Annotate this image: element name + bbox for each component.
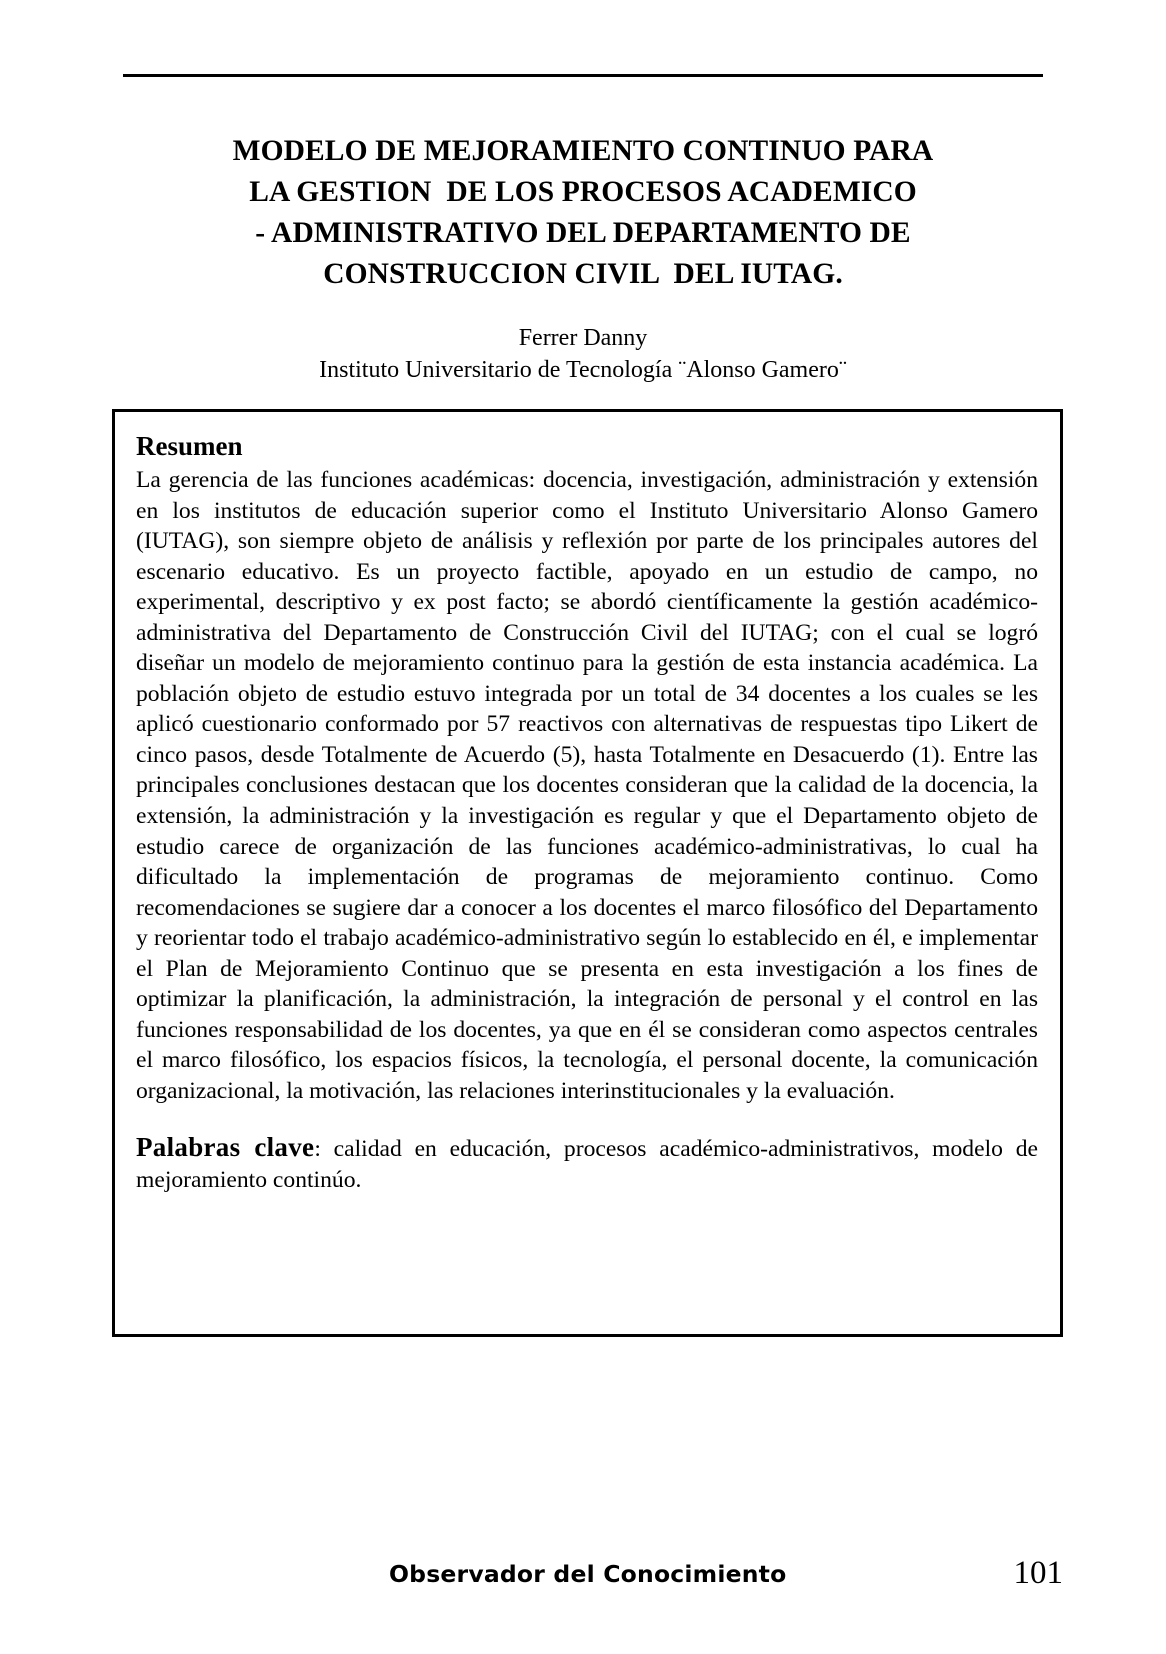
abstract-heading: Resumen	[136, 431, 243, 461]
author-name: Ferrer Danny	[518, 325, 648, 351]
author-block	[123, 322, 1043, 386]
keywords-block	[136, 1132, 1038, 1195]
keywords-separator: :	[314, 1136, 334, 1163]
title-line-1: MODELO DE MEJORAMIENTO CONTINUO PARA	[232, 135, 934, 167]
header-rule	[123, 74, 1043, 77]
footer-journal-name: Observador del Conocimiento	[389, 1560, 787, 1588]
title-line-4: CONSTRUCCION CIVIL DEL IUTAG.	[323, 258, 843, 290]
keywords-label: Palabras clave	[136, 1132, 315, 1163]
page-footer	[112, 1555, 1063, 1606]
abstract-box	[112, 409, 1063, 1337]
keywords-text: calidad en educación, procesos académico-administrativos, modelo de mejoramiento continúo.	[136, 1136, 1038, 1194]
page-title	[123, 131, 1043, 295]
footer-page-number: 101	[1013, 1555, 1063, 1591]
title-line-3: - ADMINISTRATIVO DEL DEPARTAMENTO DE	[255, 217, 911, 249]
title-line-2: LA GESTION DE LOS PROCESOS ACADEMICO	[249, 176, 917, 208]
author-affiliation: Instituto Universitario de Tecnología ¨Alonso Gamero¨	[319, 357, 847, 383]
abstract-body: La gerencia de las funciones académicas: docencia, investigación, administración y extensión en los institutos de educación superior como el Instituto Universitario Alonso Gamero (IUTAG), son siempre objeto de análisis y reflexión por parte de los principales autores del escenario educativo. Es un proyecto factible, apoyado en un estudio de campo, no experimental, descriptivo y ex post facto; se abordó científicamente la gestión académico-administrativa del Departamento de Construcción Civil del IUTAG; con el cual se logró diseñar un modelo de mejoramiento continuo para la gestión de esta instancia académica. La población objeto de estudio estuvo integrada por un total de 34 docentes a los cuales se les aplicó cuestionario conformado por 57 reactivos con alternativas de respuestas tipo Likert de cinco pasos, desde Totalmente de Acuerdo (5), hasta Totalmente en Desacuerdo (1). Entre las principales conclusiones destacan que los docentes consideran que la calidad de la docencia, la extensión, la administración y la investigación es regular y que el Departamento objeto de estudio carece de organización de las funciones académico-administrativas, lo cual ha dificultado la implementación de programas de mejoramiento continuo. Como recomendaciones se sugiere dar a conocer a los docentes el marco filosófico del Departamento y reorientar todo el trabajo académico-administrativo según lo establecido en él, e implementar el Plan de Mejoramiento Continuo que se presenta en esta investigación a los fines de optimizar la planificación, la administración, la integración de personal y el control en las funciones responsabilidad de los docentes, ya que en él se consideran como aspectos centrales el marco filosófico, los espacios físicos, la tecnología, el personal docente, la comunicación organizacional, la motivación, las relaciones interinstitucionales y la evaluación.	[136, 467, 1038, 1104]
